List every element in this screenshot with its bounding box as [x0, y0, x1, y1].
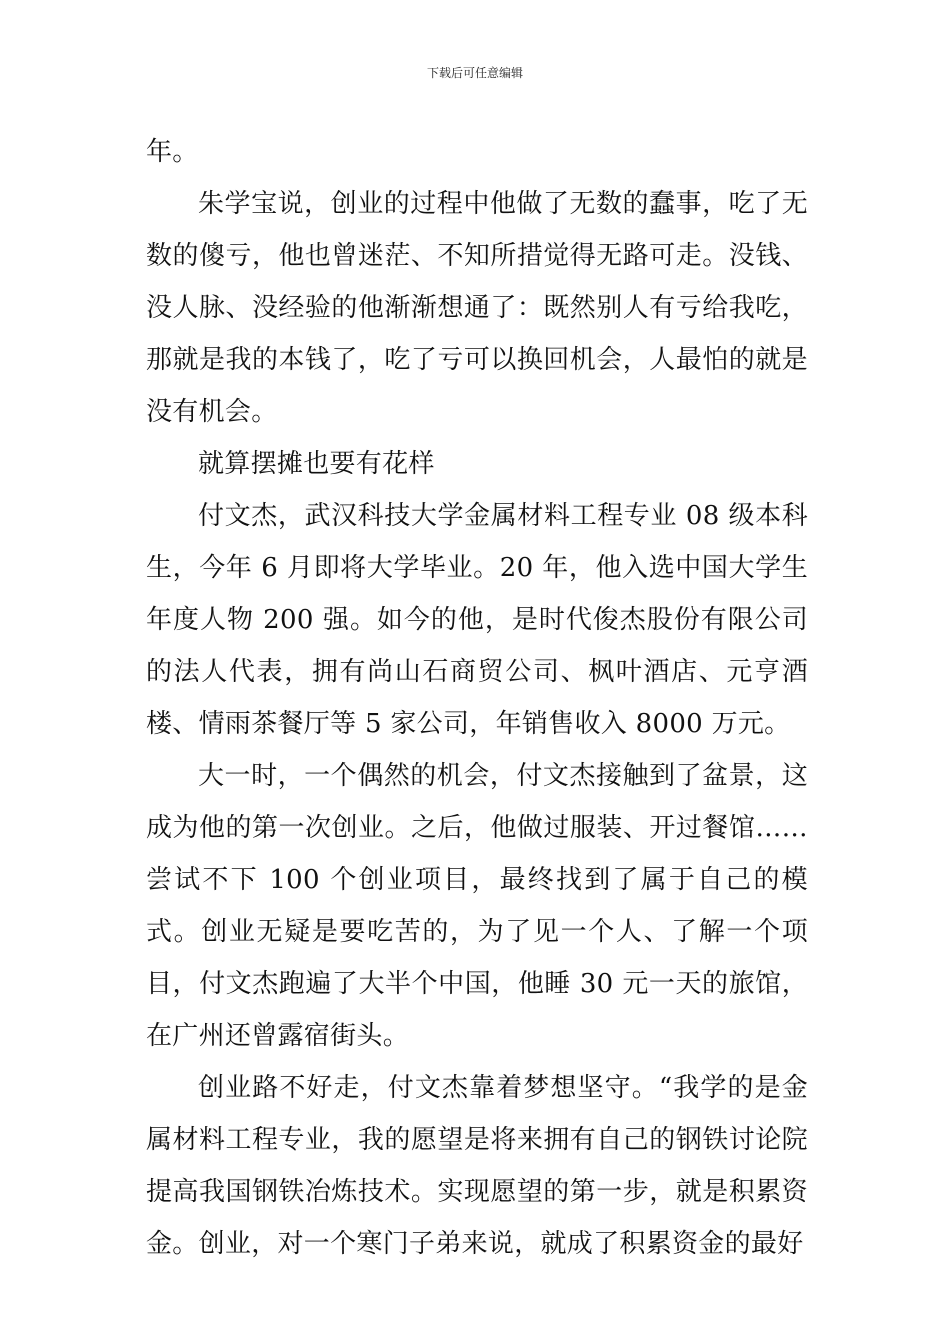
paragraph: 年。 [146, 137, 199, 167]
paragraph: 付文杰，武汉科技大学金属材料工程专业 08 级本科生，今年 6 月即将大学毕业。20 年，他入选中国大学生年度人物 200 强。如今的他，是时代俊杰股份有限公司的法人代表，拥有尚山石商贸公司、枫叶酒店、元亨酒楼、情雨茶餐厅等 5 家公司，年销售收入 8000 万元。 [146, 501, 808, 739]
paragraph: 朱学宝说，创业的过程中他做了无数的蠢事，吃了无数的傻亏，他也曾迷茫、不知所措觉得无路可走。没钱、没人脉、没经验的他渐渐想通了：既然别人有亏给我吃，那就是我的本钱了，吃了亏可以换回机会，人最怕的就是没有机会。 [146, 189, 808, 427]
paragraph: 大一时，一个偶然的机会，付文杰接触到了盆景，这成为他的第一次创业。之后，他做过服装、开过餐馆……尝试不下 100 个创业项目，最终找到了属于自己的模式。创业无疑是要吃苦的，为了见一个人、了解一个项目，付文杰跑遍了大半个中国，他睡 30 元一天的旅馆，在广州还曾露宿街头。 [146, 761, 808, 1051]
page-header: 下载后可任意编辑 [426, 66, 523, 80]
paragraph: 创业路不好走，付文杰靠着梦想坚守。“我学的是金属材料工程专业，我的愿望是将来拥有自己的钢铁讨论院提高我国钢铁冶炼技术。实现愿望的第一步，就是积累资金。创业，对一个寒门子弟来说，就成了积累资金的最好 [146, 1073, 808, 1259]
document-body [146, 126, 808, 1270]
section-heading: 就算摆摊也要有花样 [198, 449, 435, 479]
